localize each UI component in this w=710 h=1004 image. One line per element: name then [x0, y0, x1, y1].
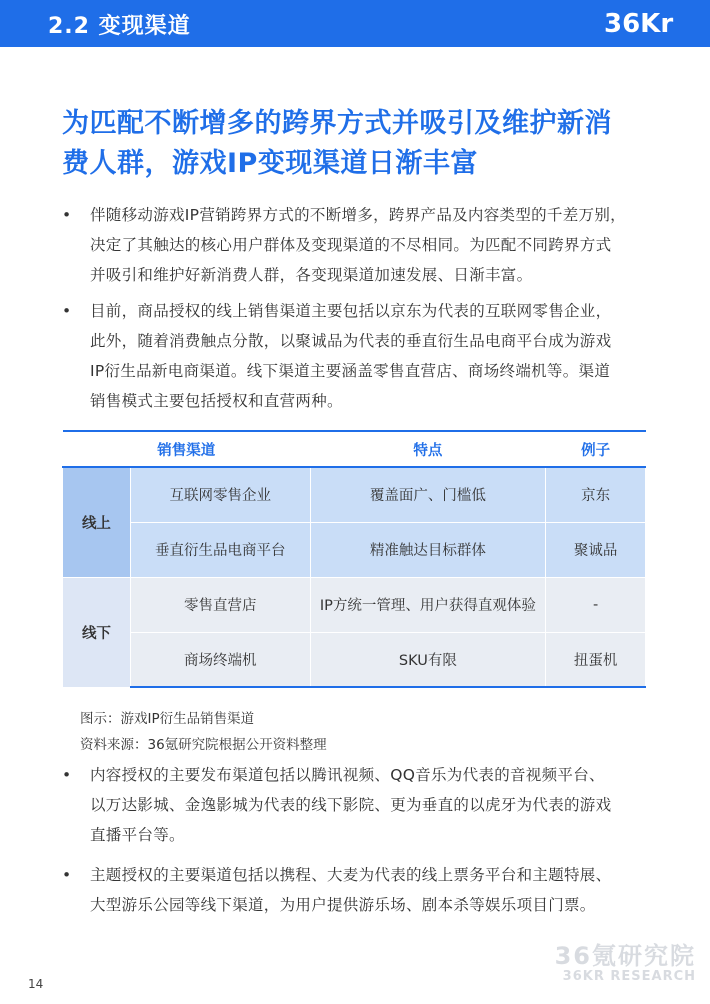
- bullet-text-line: 直播平台等。: [90, 826, 185, 844]
- bullet-text-line: 主题授权的主要渠道包括以携程、大麦为代表的线上票务平台和主题特展、: [90, 866, 612, 884]
- bullet-item: [62, 296, 658, 416]
- bullet-item: [62, 200, 658, 290]
- bullet-text-line: 销售模式主要包括授权和直营两种。: [90, 392, 343, 410]
- bullet-text-line: IP衍生品新电商渠道。线下渠道主要涵盖零售直营店、商场终端机等。渠道: [90, 362, 611, 380]
- sales-channel-table: [62, 430, 646, 688]
- table-cell: 零售直营店: [130, 577, 310, 632]
- bullet-text-line: 伴随移动游戏IP营销跨界方式的不断增多，跨界产品及内容类型的千差万别，: [90, 206, 626, 224]
- bullet-text-line: 大型游乐公园等线下渠道，为用户提供游乐场、剧本杀等娱乐项目门票。: [90, 896, 596, 914]
- bullet-text-line: 目前，商品授权的线上销售渠道主要包括以京东为代表的互联网零售企业，: [90, 302, 612, 320]
- table-row: [63, 467, 646, 522]
- table-cell: IP方统一管理、用户获得直观体验: [310, 577, 546, 632]
- figure-caption: 图示：游戏IP衍生品销售渠道: [80, 711, 255, 727]
- section-title: 2.2 变现渠道: [48, 14, 191, 39]
- bullet-text-line: 此外，随着消费触点分散，以聚诚品为代表的垂直衍生品电商平台成为游戏: [90, 332, 612, 350]
- bullet-dot-icon: •: [62, 206, 72, 224]
- bullet-item: [62, 760, 658, 850]
- table-header-row: [63, 431, 646, 467]
- table-cell: 扭蛋机: [546, 632, 646, 687]
- bullet-list-top: [62, 200, 658, 422]
- source-caption: 资料来源：36氪研究院根据公开资料整理: [80, 737, 327, 753]
- table-header-example: 例子: [546, 431, 646, 467]
- group-label-online: 线上: [63, 467, 131, 577]
- bullet-dot-icon: •: [62, 766, 72, 784]
- header-bar: [0, 0, 710, 47]
- group-label-offline: 线下: [63, 577, 131, 687]
- page-number: 14: [28, 977, 44, 991]
- watermark-en: 36KR RESEARCH: [562, 969, 696, 984]
- bullet-text-line: 以万达影城、金逸影城为代表的线下影院、更为垂直的以虎牙为代表的游戏: [90, 796, 612, 814]
- table-cell: 聚诚品: [546, 522, 646, 577]
- headline-line-1: 为匹配不断增多的跨界方式并吸引及维护新消: [62, 108, 612, 139]
- table-cell: 商场终端机: [130, 632, 310, 687]
- table-row: [63, 522, 646, 577]
- page-headline: [62, 104, 662, 184]
- brand-logo-icon: [598, 2, 702, 46]
- svg-text:36Kr: 36Kr: [604, 9, 674, 39]
- table-cell: SKU有限: [310, 632, 546, 687]
- watermark-cn: 36氪研究院: [554, 942, 696, 970]
- table-cell: 互联网零售企业: [130, 467, 310, 522]
- table-header-feature: 特点: [310, 431, 546, 467]
- table-cell: 垂直衍生品电商平台: [130, 522, 310, 577]
- bullet-text-line: 内容授权的主要发布渠道包括以腾讯视频、QQ音乐为代表的音视频平台、: [90, 766, 605, 784]
- table-cell: 精准触达目标群体: [310, 522, 546, 577]
- table-row: [63, 577, 646, 632]
- bullet-item: [62, 860, 658, 920]
- bullet-dot-icon: •: [62, 866, 72, 884]
- bullet-text-line: 并吸引和维护好新消费人群，各变现渠道加速发展、日渐丰富。: [90, 266, 533, 284]
- table-row: [63, 632, 646, 687]
- table-cell: 京东: [546, 467, 646, 522]
- watermark-logo: [555, 944, 696, 983]
- table-cell: 覆盖面广、门槛低: [310, 467, 546, 522]
- bullet-text-line: 决定了其触达的核心用户群体及变现渠道的不尽相同。为匹配不同跨界方式: [90, 236, 612, 254]
- headline-line-2: 费人群，游戏IP变现渠道日渐丰富: [62, 148, 478, 179]
- table-header-channel: 销售渠道: [63, 431, 311, 467]
- bullet-dot-icon: •: [62, 302, 72, 320]
- table-cell: -: [546, 577, 646, 632]
- bullet-list-bottom: [62, 760, 658, 926]
